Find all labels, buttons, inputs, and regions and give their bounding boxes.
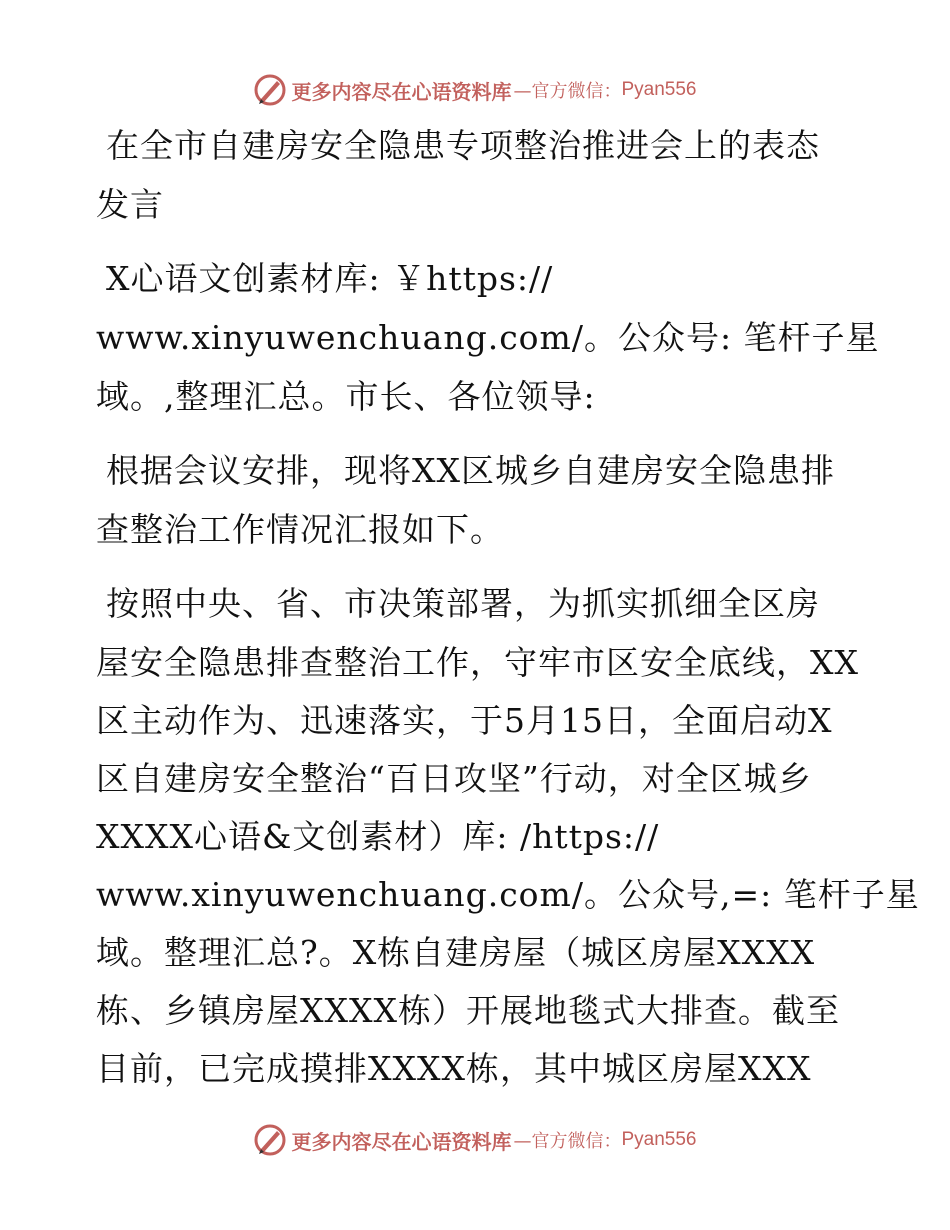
doc-line: www.xinyuwenchuang.com/。公众号: 笔杆子星: [96, 318, 880, 357]
header-banner: [0, 70, 950, 110]
banner-title: 更多内容尽在心语资料库: [291, 1129, 512, 1154]
pen-logo-icon: [253, 1123, 287, 1157]
footer-banner: [0, 1120, 950, 1160]
doc-line: 栋、乡镇房屋XXXX栋）开展地毯式大排查。截至: [96, 991, 840, 1030]
doc-line: X心语文创素材库: ￥https://: [106, 259, 554, 298]
doc-title-line-1: 在全市自建房安全隐患专项整治推进会上的表态: [106, 126, 820, 165]
banner-title: 更多内容尽在心语资料库: [291, 79, 512, 104]
banner-wechat-id: Pyan556: [621, 79, 697, 100]
doc-line: 区自建房安全整治“百日攻坚”行动，对全区城乡: [96, 759, 812, 798]
banner-subtitle: —官方微信：: [513, 81, 622, 102]
doc-line: 按照中央、省、市决策部署，为抓实抓细全区房: [106, 584, 820, 623]
doc-line: 根据会议安排，现将XX区城乡自建房安全隐患排: [106, 451, 835, 490]
doc-line: XXXX心语&文创素材）库: /https://: [96, 817, 660, 856]
pen-logo-icon: [253, 73, 287, 107]
doc-line: 查整治工作情况汇报如下。: [96, 510, 504, 549]
doc-line: 域。整理汇总?。X栋自建房屋（城区房屋XXXX: [96, 933, 816, 972]
doc-line: 屋安全隐患排查整治工作，守牢市区安全底线，XX: [96, 643, 859, 682]
banner-wechat-id: Pyan556: [621, 1129, 697, 1150]
doc-title-line-2: 发言: [96, 185, 164, 224]
doc-line: 目前，已完成摸排XXXX栋，其中城区房屋XXX: [96, 1049, 812, 1088]
doc-line: 区主动作为、迅速落实，于5月15日，全面启动X: [96, 701, 833, 740]
doc-line: 域。,整理汇总。市长、各位领导:: [96, 377, 596, 416]
banner-subtitle: —官方微信：: [513, 1131, 622, 1152]
doc-line: www.xinyuwenchuang.com/。公众号,=: 笔杆子星: [96, 875, 920, 914]
